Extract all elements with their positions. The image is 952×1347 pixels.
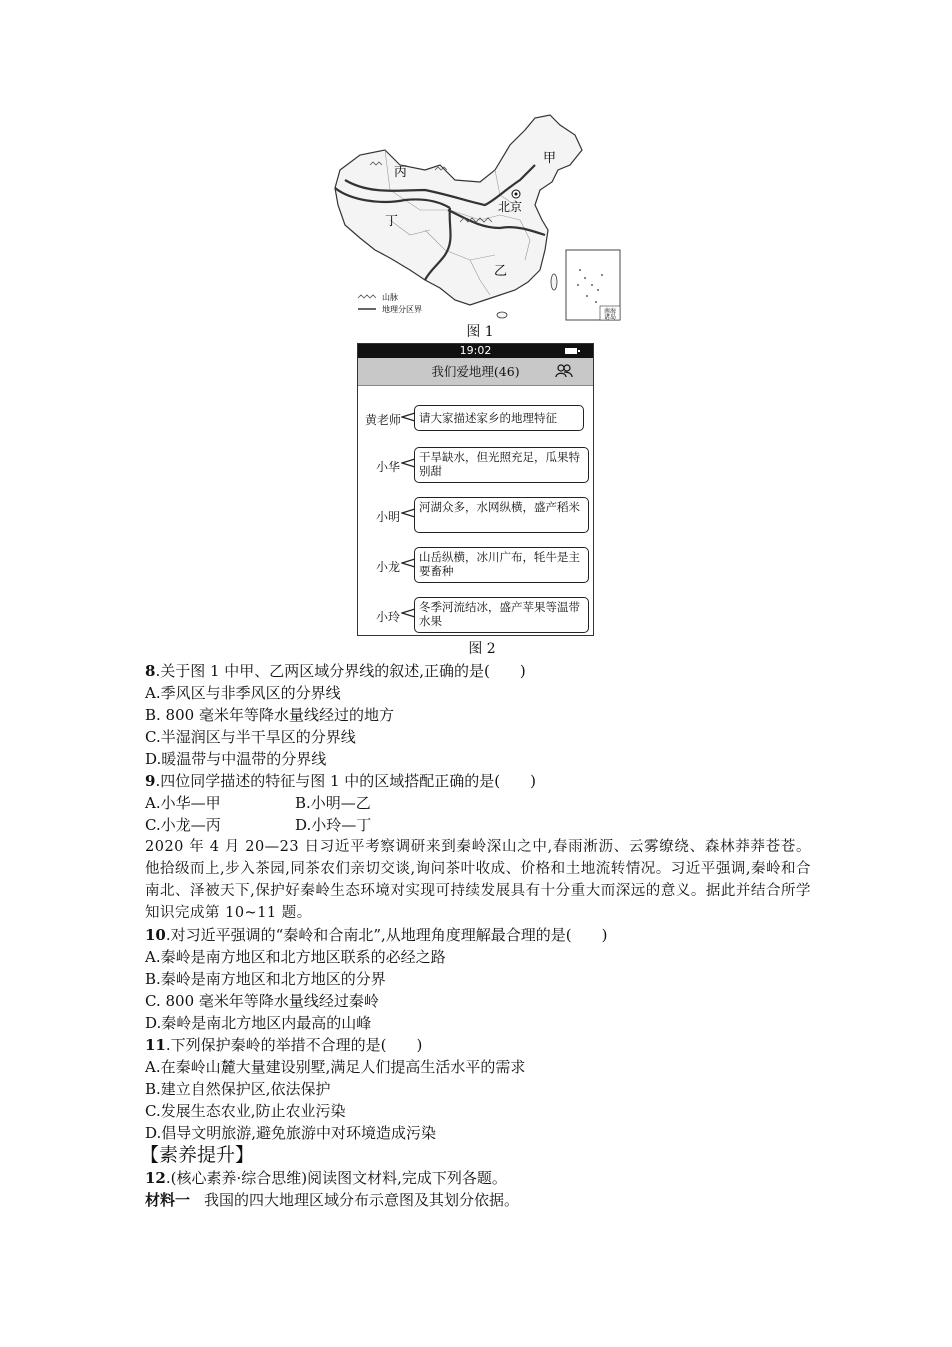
option[interactable]: D.暖温带与中温带的分界线 xyxy=(145,750,327,768)
option[interactable]: B.建立自然保护区,依法保护 xyxy=(145,1080,331,1098)
option[interactable]: A.秦岭是南方地区和北方地区联系的必经之路 xyxy=(145,948,446,966)
question-number: 10 xyxy=(145,926,166,944)
message-bubble: 河湖众多，水网纵横，盛产稻米 xyxy=(414,497,589,533)
option[interactable]: A.季风区与非季风区的分界线 xyxy=(145,684,341,702)
label-ding: 丁 xyxy=(385,214,399,229)
label-jia: 甲 xyxy=(543,151,557,166)
question-12-stem: 12.(核心素养·综合思维)阅读图文材料,完成下列各题。 xyxy=(145,1169,507,1187)
question-number: 8 xyxy=(145,662,156,680)
option[interactable]: C.发展生态农业,防止农业污染 xyxy=(145,1102,346,1120)
figure2-caption: 图 2 xyxy=(468,641,496,657)
question-9-stem: 9.四位同学描述的特征与图 1 中的区域搭配正确的是( ) xyxy=(145,772,536,790)
message-bubble: 冬季河流结冰，盛产苹果等温带水果 xyxy=(414,597,589,633)
option[interactable]: D.小玲—丁 xyxy=(295,816,372,834)
option[interactable]: D.秦岭是南北方地区内最高的山峰 xyxy=(145,1014,372,1032)
svg-text:诸岛: 诸岛 xyxy=(603,314,617,321)
option[interactable]: B.小明—乙 xyxy=(295,794,371,812)
question-number: 12 xyxy=(145,1169,166,1187)
group-members-icon[interactable] xyxy=(555,364,573,378)
option[interactable]: C.半湿润区与半干旱区的分界线 xyxy=(145,728,356,746)
message-sender: 小明 xyxy=(375,510,400,524)
message-bubble: 请大家描述家乡的地理特征 xyxy=(414,405,584,431)
chat-title: 我们爱地理(46) xyxy=(431,364,520,379)
china-map-svg xyxy=(330,110,625,325)
status-time: 19:02 xyxy=(459,344,492,357)
option[interactable]: C. 800 毫米年等降水量线经过秦岭 xyxy=(145,992,379,1010)
question-number: 9 xyxy=(145,772,156,790)
reading-passage: 2020 年 4 月 20—23 日习近平考察调研来到秦岭深山之中,春雨淅沥、云雾缭绕、森林莽莽苍苍。他拾级而上,步入茶园,同茶农们亲切交谈,询问茶叶收成、价格和土地流转情况。习近平强调,秦岭和合南北、泽被天下,保护好秦岭生态环境对实现可持续发展具有十分重大而深远的意义。据此并结合所学知识完成第 10~11 题。 xyxy=(145,839,811,921)
option[interactable]: A.在秦岭山麓大量建设别墅,满足人们提高生活水平的需求 xyxy=(145,1058,526,1076)
message-sender: 黄老师 xyxy=(364,413,401,427)
option[interactable]: D.倡导文明旅游,避免旅游中对环境造成污染 xyxy=(145,1124,437,1142)
figure1-caption: 图 1 xyxy=(466,324,494,340)
message-sender: 小玲 xyxy=(375,610,400,624)
section-title: 【素养提升】 xyxy=(140,1144,255,1166)
option[interactable]: B. 800 毫米年等降水量线经过的地方 xyxy=(145,706,394,724)
message-sender: 小龙 xyxy=(375,560,400,574)
legend-boundary: 地理分区界 xyxy=(382,305,422,314)
message-bubble: 干旱缺水，但光照充足，瓜果特别甜 xyxy=(414,447,589,483)
material-text: 我国的四大地理区域分布示意图及其划分依据。 xyxy=(204,1191,520,1209)
label-yi: 乙 xyxy=(494,264,508,279)
legend-mountain: 山脉 xyxy=(382,293,398,302)
option[interactable]: A.小华—甲 xyxy=(145,794,221,812)
figure2-phone xyxy=(357,343,594,636)
message-sender: 小华 xyxy=(375,460,400,474)
label-bing: 丙 xyxy=(394,165,408,180)
label-beijing: 北京 xyxy=(498,200,523,214)
option[interactable]: C.小龙—丙 xyxy=(145,816,221,834)
question-number: 11 xyxy=(145,1036,166,1054)
question-8-stem: 8.关于图 1 中甲、乙两区域分界线的叙述,正确的是( ) xyxy=(145,662,526,680)
status-bar xyxy=(358,344,593,358)
battery-icon xyxy=(565,348,577,354)
option[interactable]: B.秦岭是南方地区和北方地区的分界 xyxy=(145,970,386,988)
china-outline xyxy=(335,115,582,305)
figure1-map xyxy=(330,110,625,325)
question-11-stem: 11.下列保护秦岭的举措不合理的是( ) xyxy=(145,1036,423,1054)
chat-title-bar xyxy=(358,358,593,386)
material-label: 材料一 xyxy=(145,1191,191,1209)
message-bubble: 山岳纵横，冰川广布，牦牛是主要畜种 xyxy=(414,547,589,583)
question-10-stem: 10.对习近平强调的“秦岭和合南北”,从地理角度理解最合理的是( ) xyxy=(145,926,608,944)
material-1 xyxy=(145,1189,519,1211)
label-south-sea: 南海 xyxy=(603,308,617,315)
